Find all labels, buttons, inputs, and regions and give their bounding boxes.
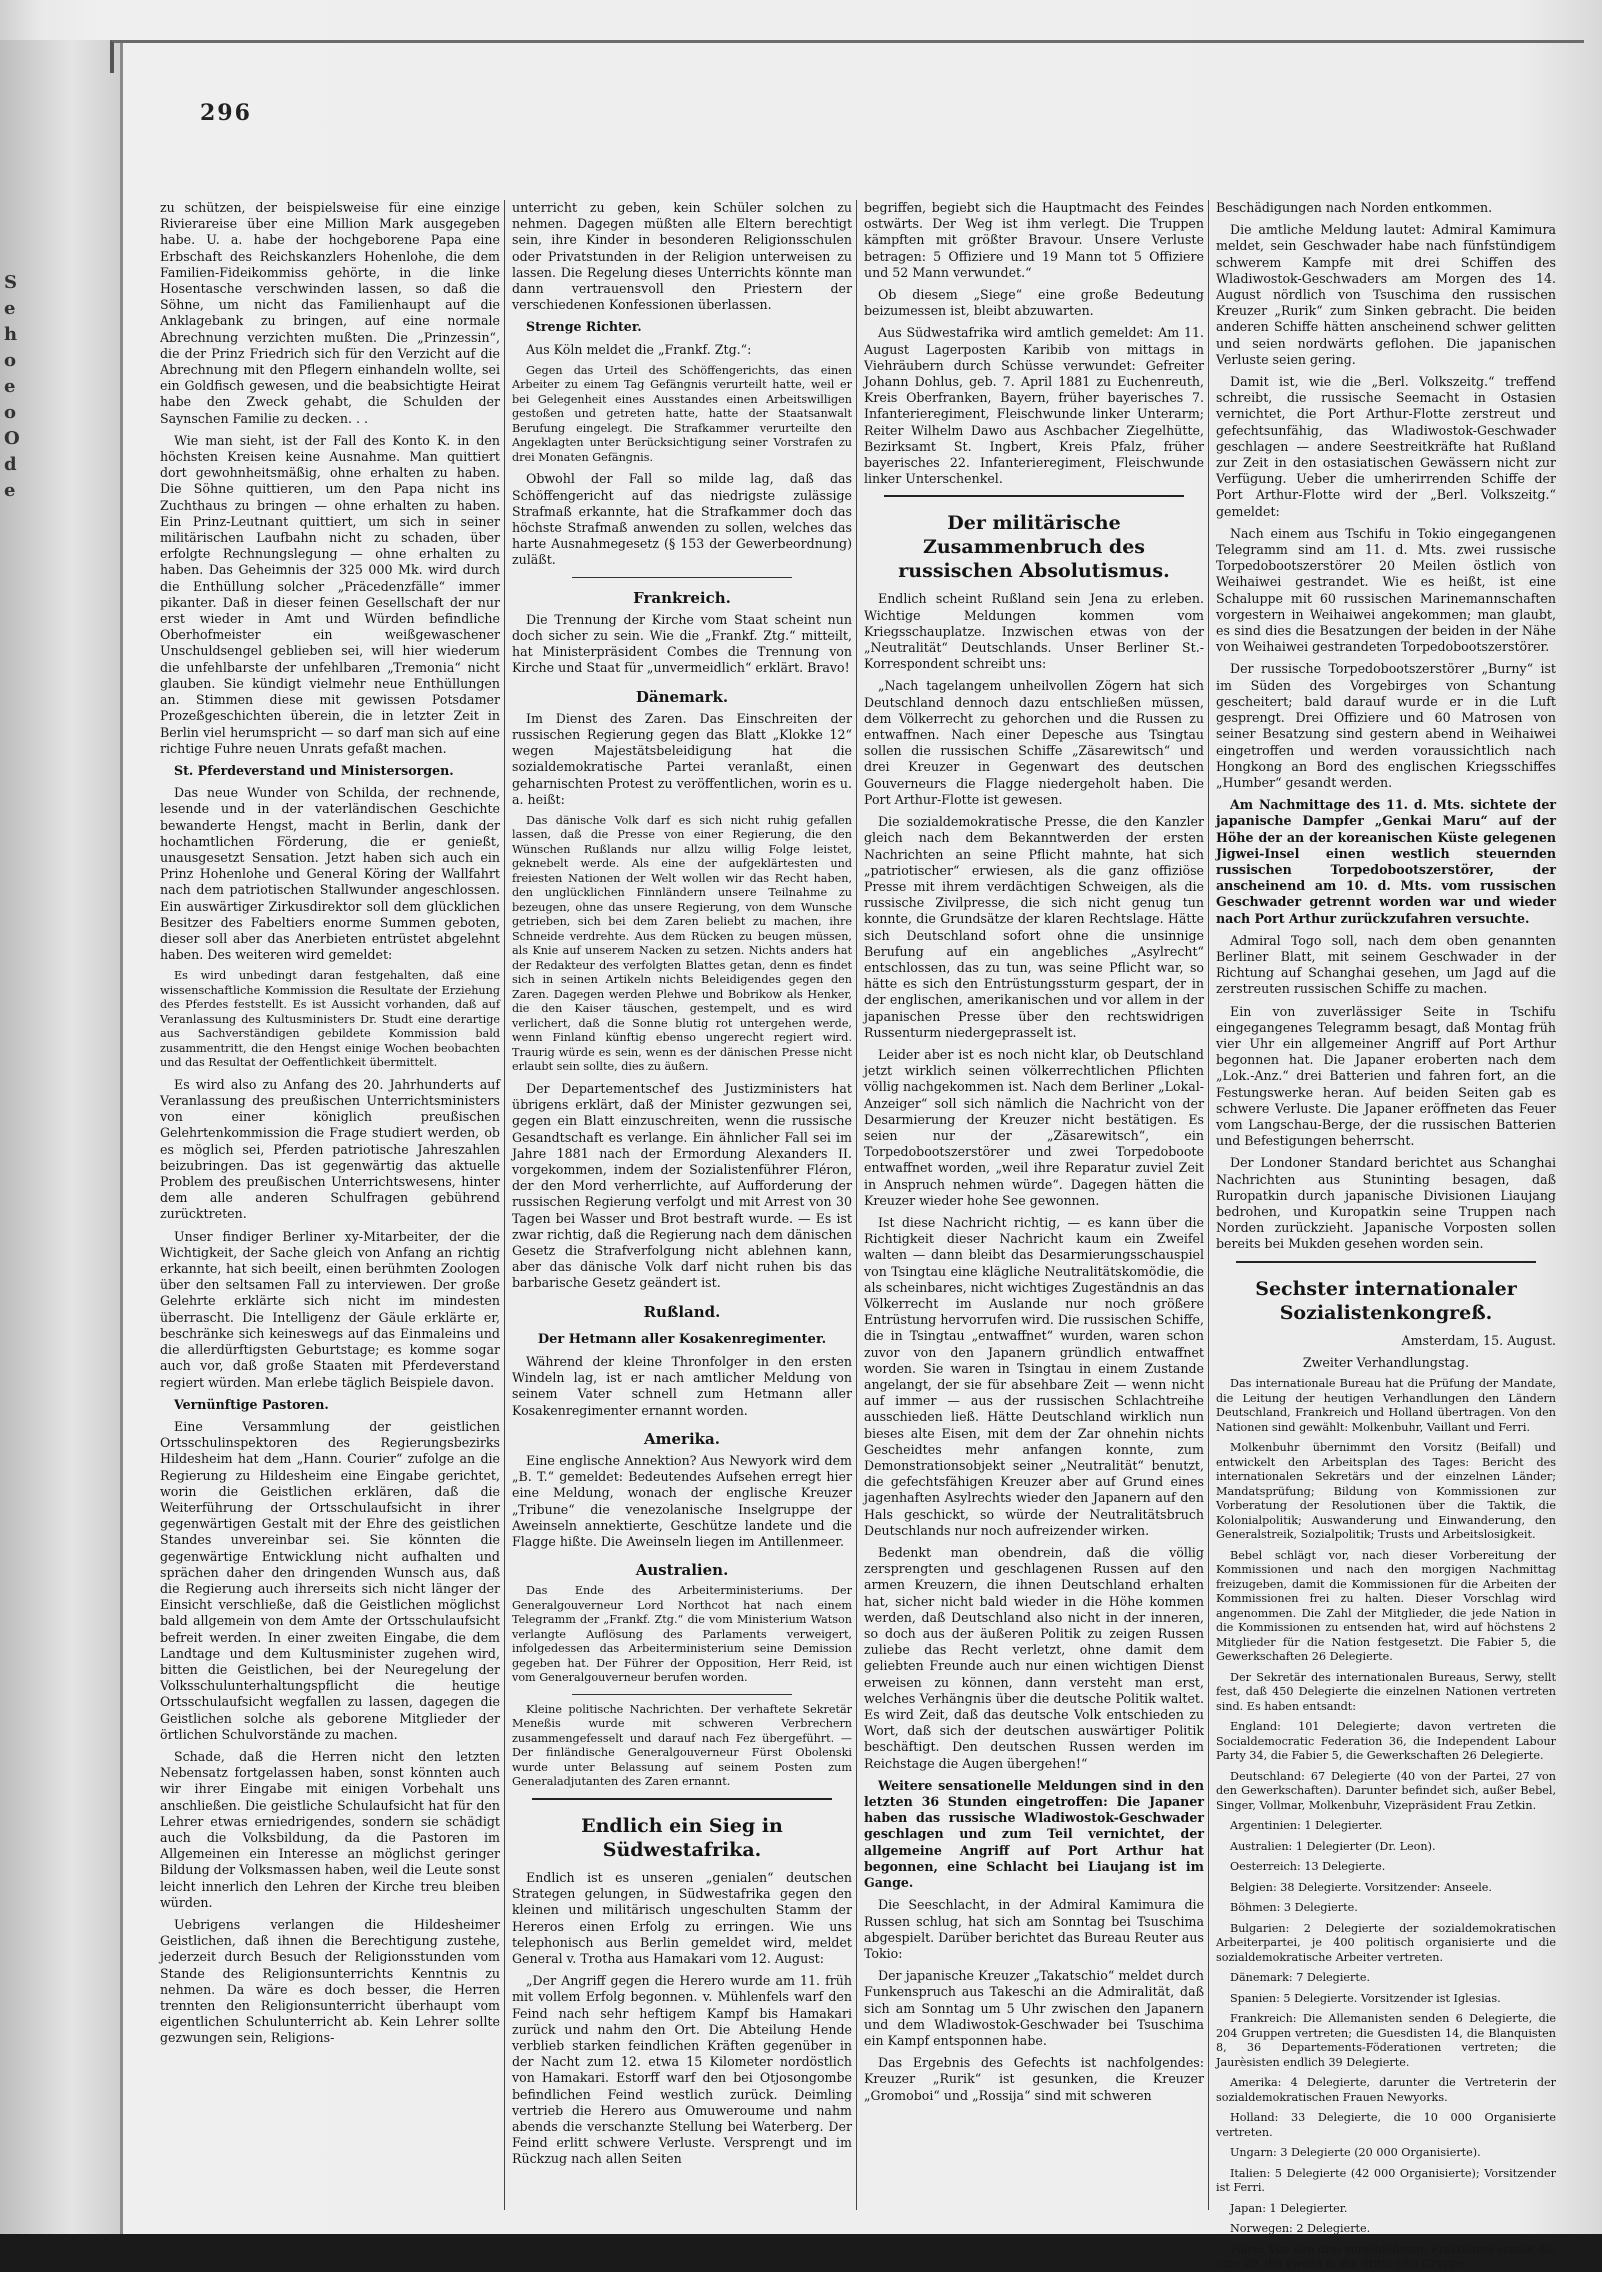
article-headline: Der militärische Zusammenbruch des russischen Absolutismus.	[898, 512, 1170, 583]
quoted-text: Das dänische Volk darf es sich nicht ruhig gefallen lassen, daß die Presse von einer Regierung, die den Wünschen Rußlands nur allzu willig Folge leistet, geknebelt werde. Als eine der aufgeklärtesten und freiesten Nationen der Welt wollen wir das Recht haben, den unglücklichen Finnländern unsere Teilnahme zu bezeugen, ohne das unsere Regierung, von dem Wunsche getrieben, sich bei dem Zaren beliebt zu machen, ihre Schneide verdrehte. Aus dem Rücken zu beugen müssen, als Knie auf unserem Nacken zu setzen. Nichts anders hat der Redakteur des verfolgten Blattes getan, denn es findet sich in seinen Artikeln nichts Beleidigendes gegen den Zaren. Dagegen werden Plehwe und Bobrikow als Henker, die den Kaiser täuschen, gestempelt, und es wird verlichert, daß die Sonne blutig rot untergehen werde, wenn Finland künftig ebenso ungerecht regiert wird. Traurig würde es sein, wenn es der dänischen Presse nicht erlaubt sein sollte, dies zu äußern.	[512, 813, 852, 1074]
binding-edge	[0, 40, 123, 2234]
delegation-entry: Holland: 33 Delegierte, die 10 000 Organisierte vertreten.	[1216, 2111, 1556, 2139]
delegation-entry: Australien: 1 Delegierter (Dr. Leon).	[1230, 1839, 1436, 1853]
article-text: Der Londoner Standard berichtet aus Schanghai Nachrichten aus Stuninting besagen, daß Ruropatkin durch japanische Divisionen Liaujang bedrohen, und Kuropatkin seine Truppen nach Norden zurückzieht. Japanische Vorposten sollen bereits bei Mukden gesehen worden sein.	[1216, 1155, 1556, 1252]
article-text: Die Seeschlacht, in der Admiral Kamimura die Russen schlug, hat sich am Sonntag bei Tsuschima abgespielt. Darüber berichtet das Bureau Reuter aus Tokio:	[864, 1897, 1204, 1961]
article-text: Die Trennung der Kirche vom Staat scheint nun doch sicher zu sein. Wie die „Frankf. Ztg.“ mitteilt, hat Ministerpräsident Combes die Trennung von Kirche und Staat für „unvermeidlich“ erklärt. Bravo!	[512, 611, 852, 676]
section-heading: Frankreich.	[633, 588, 731, 607]
quoted-text: Gegen das Urteil des Schöffengerichts, das einen Arbeiter zu einem Tag Gefängnis verurteilt hatte, weil er bei Gelegenheit eines Ausstandes einen Arbeitswilligen gestoßen und getreten hatte, hatte der Staatsanwalt Berufung eingelegt. Die Strafkammer verurteilte den Angeklagten unter Berücksichtigung seiner Vorstrafen zu drei Monaten Gefängnis.	[512, 363, 852, 464]
article-divider	[884, 495, 1184, 497]
page-number-stamp: 296	[200, 100, 252, 126]
delegation-entry: Dänemark: 7 Delegierte.	[1230, 1971, 1371, 1984]
column-rule	[504, 200, 505, 2210]
article-text: Admiral Togo soll, nach dem oben genannten Berliner Blatt, mit seinem Geschwader in der Richtung auf Schanghai gesehen, um Jagd auf die zerstreuten russischen Schiffe zu machen.	[1216, 932, 1556, 997]
article-text: Molkenbuhr übernimmt den Vorsitz (Beifall) und entwickelt den Arbeitsplan des Tages: Bericht des internationalen Sekretärs und der einzelnen Länder; Mandatsprüfung; Bildung von Kommissionen zur Vorberatung der Resolutionen über die Taktik, die Kolonialpolitik; Auswanderung und Einwanderung, den Generalstreik, Sozialpolitik; Trusts und Arbeitslosigkeit.	[1216, 1441, 1556, 1541]
column-rule	[856, 200, 857, 2210]
article-text: Aus Südwestafrika wird amtlich gemeldet: Am 11. August Lagerposten Karibib von mittags in Viehräubern durch Schüsse verwundet: Gefreiter Johann Dohlus, geb. 7. April 1881 zu Euchenreuth, Kreis Oberfranken, Bayern, früher bayerisches 7. Infanterieregiment, Fleischwunde linker Unterarm; Reiter Wilhelm Dawo aus Aschbacher Ziegelhütte, Bezirksamt St. Ingbert, Kreis Pfalz, früher bayerisches 22. Infanterieregiment, Fleischwunde linker Unterschenkel.	[864, 325, 1204, 487]
article-text: zu schützen, der beispielsweise für eine einzige Rivierareise über eine Million Mark ausgegeben habe. U. a. habe der hochgeborene Papa eine Erbschaft des Reichskanzlers Hohenlohe, die dem Familien-Fideikommiss gehörte, in die linke Hosentasche verschwinden lassen, so daß die Söhne, um nicht das Familienhaupt auf die Anklagebank zu bringen, auf eine normale Abrechnung verzichten mußten. Die „Prinzessin“, die der Prinz Friedrich sich für den Verzicht auf die Abrechnung mit den Pflegern einhandeln wollte, sei ein Goldfisch gewesen, und die beabsichtigte Heirat habe den Zweck gehabt, die Schulden der Saynschen Familie zu decken. . .	[160, 200, 500, 426]
article-text: Das Ergebnis des Gefechts ist nachfolgendes: Kreuzer „Rurik“ ist gesunken, die Kreuzer „Gromoboi“ und „Rossija“ sind mit schweren	[864, 2055, 1204, 2103]
article-text: Endlich scheint Rußland sein Jena zu erleben. Wichtige Meldungen kommen vom Kriegsschauplatze. Inzwischen etwas von der „Neutralität“ Deutschlands. Unser Berliner St.-Korrespondent schreibt uns:	[864, 591, 1204, 672]
delegation-entry: Norwegen: 2 Delegierte.	[1230, 2222, 1371, 2235]
section-heading: Rußland.	[643, 1302, 721, 1321]
article-text: Am Nachmittage des 11. d. Mts. sichtete der japanische Dampfer „Genkai Maru“ auf der Höhe der an der koreanischen Küste gelegenen Jigwei-Insel einen westlich steuernden russischen Torpedobootszerstörer, der anscheinend am 10. d. Mts. vom russischen Geschwader getrennt worden war und wieder nach Port Arthur zurückzufahren versuchte.	[1216, 797, 1556, 926]
article-text: Die sozialdemokratische Presse, die den Kanzler gleich nach dem Bekanntwerden der ersten Nachrichten an seine Pflicht mahnte, hat sich „patriotischer“ erwiesen, als die ganz offiziöse Presse mit ihrem verdächtigen Schweigen, als die russische Zivilpresse, die sich nicht genug tun konnte, die Grundsätze der klaren Rechtslage. Hätte sich Deutschland sofort ohne die unsinnige Berufung auf ein angebliches „Asylrecht“ entschlossen, das zu tun, was seine Pflicht war, so hätte es sich den Entrüstungssturm gespart, der in der englischen, amerikanischen und vor allem in der japanischen Presse über den rechtswidrigen Russenturm niedergeprasselt ist.	[864, 814, 1204, 1040]
column-1	[160, 200, 500, 2220]
article-text: Uebrigens verlangen die Hildesheimer Geistlichen, daß ihnen die Berechtigung zustehe, jederzeit durch Besuch der Religionsstunden vom Stande des Religionsunterrichts Kenntnis zu nehmen. Da wäre es doch besser, die Herren trennten den Religionsunterricht überhaupt vom eigentlichen Schulunterricht ab. Kein Lehrer sollte gezwungen sein, Religions-	[160, 1917, 500, 2046]
delegation-entry: Polen: Von den drei verschiedenen Fraktionen sendet die eine 20, die zweite 6, die dritte (die Gruppe	[1216, 2242, 1556, 2270]
delegation-entry: Böhmen: 3 Delegierte.	[1230, 1901, 1358, 1914]
article-text: Ist diese Nachricht richtig, — es kann über die Richtigkeit dieser Nachricht kaum ein Zweifel walten — dann bleibt das Desarmierungsschauspiel von Tsingtau eine klägliche Neutralitätskomödie, die als scheinbares, nicht wichtiges Zugeständnis an das Völkerrecht im Auslande nur noch größere Entrüstung hervorrufen wird. Die russischen Schiffe, die in Tsingtau „entwaffnet“ wurden, waren schon zuvor von den Japanern gründlich entwaffnet worden. Sie waren in Tsingtau in einem Zustande angelangt, der sie für absehbare Zeit — wenn nicht auf immer — aus der russischen Schlachtreihe ausschieden ließ. Hätte Deutschland wirklich nun bieses alte Eisen, mit dem der Zar ohnehin nichts Gescheidtes mehr anfangen konnte, zum Demonstrationsobjekt seiner „Neutralität“ benutzt, die gefechtsfähigen Kreuzer aber auf Grund eines jagenhaften Asylrechts wieder den Japanern auf den Hals geschickt, so würde der Neutralitätsbruch Deutschlands nur noch aufreizender wirken.	[864, 1214, 1204, 1538]
article-text: unterricht zu geben, kein Schüler solchen zu nehmen. Dagegen müßten alle Eltern berechtigt sein, ihre Kinder in besonderen Religionsschulen oder Privatstunden in der Religion unterweisen zu lassen. Die Regelung dieses Unterrichts könnte man dann vertrauensvoll den Priestern der verschiedenen Konfessionen überlassen.	[512, 200, 852, 313]
delegation-entry: Italien: 5 Delegierte (42 000 Organisierte); Vorsitzender ist Ferri.	[1216, 2166, 1556, 2194]
delegation-entry: Ungarn: 3 Delegierte (20 000 Organisierte).	[1230, 2146, 1481, 2159]
article-text: Ein von zuverlässiger Seite in Tschifu eingegangenes Telegramm besagt, daß Montag früh vier Uhr ein allgemeiner Angriff auf Port Arthur begonnen hat. Die Japaner eroberten nach dem „Lok.-Anz.“ drei Batterien und fahren fort, an die Festungswerke heran. Auf beiden Seiten gab es schwere Verluste. Die Japaner eröffneten das Feuer vom Langschau-Berge, der die russischen Batterien und Befestigungen beherrscht.	[1216, 1003, 1556, 1149]
article-heading: Strenge Richter.	[526, 319, 642, 335]
delegation-entry: Japan: 1 Delegierter.	[1230, 2201, 1348, 2215]
article-text: Damit ist, wie die „Berl. Volkszeitg.“ treffend schreibt, die russische Seemacht in Ostasien vernichtet, die Port Arthur-Flotte zerstreut und gefechtsunfähig, das Wladiwostok-Geschwader geschlagen — andere Seestreitkräfte hat Rußland zur Zeit in den ostasiatischen Gewässern nicht zur Verfügung. Ueber die umherirrenden Schiffe der Port Arthur-Flotte wird der „Berl. Volkszeitg.“ gemeldet:	[1216, 374, 1556, 519]
article-text: Das neue Wunder von Schilda, der rechnende, lesende und in der vaterländischen Geschichte bewanderte Hengst, macht in Berlin, dank der hochamtlichen Förderung, die er genießt, unausgesetzt Sensation. Jetzt haben sich auch ein Prinz Hohenlohe und General Köring der Wallfahrt nach dem patriotischen Stallwunder angeschlossen. Ein auswärtiger Zirkusdirektor soll dem glücklichen Besitzer des Fabeltiers enorme Summen geboten, dieser soll aber das Anerbieten entrüstet abgelehnt haben. Des weiteren wird gemeldet:	[160, 785, 500, 963]
delegation-entry: Bulgarien: 2 Delegierte der sozialdemokratischen Arbeiterpartei, je 400 politisch organisierte und die sozialdemokratische Arbeiter vertreten.	[1216, 1921, 1556, 1964]
quoted-text: Es wird unbedingt daran festgehalten, daß eine wissenschaftliche Kommission die Resultate der Erziehung des Pferdes feststellt. Es ist Aussicht vorhanden, daß auf Veranlassung des Kultusministers Dr. Studt eine derartige aus Sachverständigen gebildete Kommission bald zusammentritt, die den Hengst einige Wochen beobachten und das Resultat der Oeffentlichkeit übermittelt.	[160, 969, 500, 1070]
article-text: Eine englische Annektion? Aus Newyork wird dem „B. T.“ gemeldet: Bedeutendes Aufsehen erregt hier eine Meldung, wonach der englische Kreuzer „Tribune“ die venezolanische Inselgruppe der Aweinseln annektierte, Geschütze landete und die Flagge hißte. Die Aweinseln liegen im Antillenmeer.	[512, 1453, 852, 1550]
congress-report	[1216, 1377, 1556, 2272]
article-text: Weitere sensationelle Meldungen sind in den letzten 36 Stunden eingetroffen: Die Japaner haben das russische Wladiwostok-Geschwader geschlagen und zum Teil vernichtet, der allgemeine Angriff auf Port Arthur hat begonnen, eine Schlacht bei Liaujang ist im Gange.	[864, 1777, 1204, 1891]
article-text: Aus Köln meldet die „Frankf. Ztg.“:	[526, 341, 752, 357]
article-text: Obwohl der Fall so milde lag, daß das Schöffengericht auf das niedrigste zulässige Strafmaß erkannte, hat die Strafkammer doch das höchste Strafmaß anwenden zu sollen, welches das harte Ausnahmegesetz (§ 153 der Gewerbeordnung) zuläßt.	[512, 471, 852, 568]
column-3	[864, 200, 1204, 2220]
article-text: Während der kleine Thronfolger in den ersten Windeln lag, ist er nach amtlicher Meldung von seinem Vater schnell zum Hetmann aller Kosakenregimenter ernannt worden.	[512, 1354, 852, 1418]
article-text: Der Sekretär des internationalen Bureaus, Serwy, stellt fest, daß 450 Delegierte die einzelnen Nationen vertreten sind. Es haben entsandt:	[1216, 1670, 1556, 1713]
article-text: Das internationale Bureau hat die Prüfung der Mandate, die Leitung der heutigen Verhandlungen den Ländern Deutschland, Frankreich und Holland übertragen. Von den Nationen sind gewählt: Molkenbuhr, Vaillant und Ferri.	[1216, 1377, 1556, 1434]
delegation-entry: Argentinien: 1 Delegierter.	[1230, 1819, 1383, 1832]
article-heading: Vernünftige Pastoren.	[174, 1396, 329, 1412]
section-heading: Australien.	[635, 1561, 729, 1580]
section-heading: Dänemark.	[635, 687, 729, 706]
article-text: Wie man sieht, ist der Fall des Konto K. in den höchsten Kreisen keine Ausnahme. Man quittiert dort gewohnheitsmäßig, ohne erhalten zu haben. Die Söhne quittieren, um den Papa nicht ins Zuchthaus zu bringen — ohne erhalten zu haben. Ein Prinz-Leutnant quittiert, um sich in seiner militärischen Laufbahn nicht zu schaden, über erfolgte Rechnungslegung — ohne erhalten zu haben. Das Geheimnis der 325 000 Mk. wird durch die Enthüllung solcher „Präcedenzfälle“ immer pikanter. Daß in dieser feinen Gesellschaft der nur erst wieder in Amt und Würden befindliche Oberhofmeister ein weißgewaschener Unschuldsengel geblieben sei, will hier wiederum die unfehlbarste der unfehlbaren „Tremonia“ nicht glauben. Sie kündigt vielmehr neue Enthüllungen an. Stimmen diese mit gewissen Potsdamer Prozeßgeschichten überein, die in letzter Zeit in Berlin viel herumspricht — so darf man sich auf eine richtige Fuhre neuen Unrats gefaßt machen.	[160, 432, 500, 756]
section-divider	[572, 577, 792, 578]
delegation-entry: Deutschland: 67 Delegierte (40 von der Partei, 27 von den Gewerkschaften). Darunter befindet sich, außer Bebel, Singer, Vollmar, Molkenbuhr, Vizepräsident Frau Zetkin.	[1216, 1769, 1556, 1812]
delegation-entry: Frankreich: Die Allemanisten senden 6 Delegierte, die 204 Gruppen vertreten; die Guesdisten 14, die Blanquisten 8, 36 Departements-Föderationen vertreten; die Jaurèsisten endlich 39 Delegierte.	[1216, 2012, 1556, 2069]
section-heading: Amerika.	[644, 1429, 720, 1448]
article-text: Endlich ist es unseren „genialen“ deutschen Strategen gelungen, in Südwestafrika gegen den kleinen und militärisch ungeschulten Stamm der Hereros einen Erfolg zu erringen. Wie uns telephonisch aus Berlin gemeldet wird, meldet General v. Trotha aus Hamakari vom 12. August:	[512, 1869, 852, 1966]
column-4	[1216, 200, 1556, 2270]
article-heading: St. Pferdeverstand und Ministersorgen.	[174, 762, 454, 778]
article-text: begriffen, begiebt sich die Hauptmacht des Feindes ostwärts. Der Weg ist ihm verlegt. Die Truppen kämpften mit größter Bravour. Unsere Verluste betragen: 5 Offiziere und 19 Mann tot 5 Offiziere und 52 Mann verwundet.“	[864, 200, 1204, 280]
article-text: Unser findiger Berliner xy-Mitarbeiter, der die Wichtigkeit, der Sache gleich von Anfang an richtig erkannte, hat sich beeilt, einen berühmten Zoologen über den seltsamen Fall zu interviewen. Der große Gelehrte erklärte sich nicht im mindesten überrascht. Die Intelligenz der Gäule erklärte er, beschränke sich keineswegs auf das Einmaleins und die allerdürftigsten Geburtstage; es komme sogar auch vor, daß große Staaten mit Pferdeverstand regiert würden. Man erlebe täglich Beispiele davon.	[160, 1228, 500, 1390]
article-text: „Der Angriff gegen die Herero wurde am 11. früh mit vollem Erfolg begonnen. v. Mühlenfels warf den Feind nach sehr heftigem Kampf bis Hamakari zurück und nahm den Ort. Die Abteilung Hende verblieb starken feindlichen Kräften gegenüber in der Nacht zum 12. etwa 15 Kilometer nordöstlich von Hamakari. Estorff warf den bei Otjosongombe befindlichen Feind westlich zurück. Deimling vertrieb die Herero aus Omuweroume und nahm abends die verschanzte Stellung bei Waterberg. Der Feind erlitt schwere Verluste. Versprengt und im Rückzug nach allen Seiten	[512, 1973, 852, 2167]
adjacent-page-fragment: S e h o e o O d e	[4, 272, 20, 501]
article-text: Der japanische Kreuzer „Takatschio“ meldet durch Funkenspruch aus Takeschi an die Admiralität, daß sich am Sonntag um 5 Uhr zwischen den Japanern und dem Wladiwostok-Geschwader bei Tsuschima ein Kampf entsponnen habe.	[864, 1968, 1204, 2048]
article-text: Schade, daß die Herren nicht den letzten Nebensatz fortgelassen haben, sonst könnten auch wir ihrer Eingabe mit einigen Vorbehalt uns anschließen. Die geistliche Schulaufsicht hat für den Lehrer etwas erniedrigendes, sondern sie schädigt auch die Volksbildung, da die Pastoren im Allgemeinen ein Interesse an möglichst geringer Bildung der Volksmassen haben, weil die Leute sonst leicht innerlich den Lehren der Kirche treu bleiben würden.	[160, 1748, 500, 1910]
dateline: Amsterdam, 15. August.	[1401, 1332, 1556, 1348]
article-text: Es wird also zu Anfang des 20. Jahrhunderts auf Veranlassung des preußischen Unterrichtsministers von einer königlich preußischen Gelehrtenkommission die Frage studiert werden, ob es möglich sei, Pferden patriotische Jahreszahlen beizubringen. Das ist gegenwärtig das aktuelle Problem des preußischen Unterrichtswesens, hinter dem alle anderen Schulfragen gebührend zurücktreten.	[160, 1076, 500, 1222]
delegation-entry: England: 101 Delegierte; davon vertreten die Socialdemocratic Federation 36, die Independent Labour Party 34, die Fabier 5, die Gewerkschaften 26 Delegierte.	[1216, 1720, 1556, 1762]
article-text: Ob diesem „Siege“ eine große Bedeutung beizumessen ist, bleibt abzuwarten.	[864, 287, 1204, 319]
column-rule	[1208, 200, 1209, 2210]
article-text: Eine Versammlung der geistlichen Ortsschulinspektoren des Regierungsbezirks Hildesheim hat dem „Hann. Courier“ zufolge an die Regierung zu Hildesheim eine Eingabe gerichtet, worin die Geistlichen erklären, daß die Weiterführung der Ortsschulaufsicht in ihrer gegenwärtigen Gestalt mit der Ehre des geistlichen Standes unvereinbar sei. Sie könnten die gegenwärtige Entwicklung nicht aufhalten und sprächen daher den dringenden Wunsch aus, daß die Regierung auch ihrerseits sich nicht länger der Einsicht verschließe, daß die Geistlichen möglichst bald allgemein von dem Amte der Ortsschulaufsicht befreit werden. In einer zweiten Eingabe, die dem Landtage und dem Kultusminister zugehen wird, bitten die Geistlichen, bei der Neuregelung der Volksschulunterhaltungspflicht die heutige Ortsschulaufsicht wegfallen zu lassen, dagegen die Geistlichen solche als geborene Mitglieder der örtlichen Schulvorstände zu machen.	[160, 1418, 500, 1742]
section-divider	[572, 1694, 792, 1695]
delegation-entry: Spanien: 5 Delegierte. Vorsitzender ist Iglesias.	[1230, 1991, 1501, 2005]
article-headline: Sechster internationaler Sozialistenkongreß.	[1255, 1277, 1517, 1324]
newspaper-page	[160, 60, 1560, 2270]
article-text: Bebel schlägt vor, nach dieser Vorbereitung der Kommissionen und nach den morgigen Nachmittag freizugeben, damit die Kommissionen für die Arbeiten der Kommissionen frei zu halten. Dieser Vorschlag wird angenommen. Die Zahl der Mitglieder, die jede Nation in die Kommissionen zu entsenden hat, wird auf höchstens 2 Mitglieder für die Nation festgesetzt. Die Fabier 5, die Gewerkschaften 26 Delegierte.	[1216, 1548, 1556, 1663]
delegation-entry: Belgien: 38 Delegierte. Vorsitzender: Anseele.	[1230, 1880, 1492, 1894]
article-divider	[1236, 1261, 1536, 1263]
article-heading: Der Hetmann aller Kosakenregimenter.	[537, 1331, 827, 1347]
article-text: „Nach tagelangem unheilvollen Zögern hat sich Deutschland dennoch dazu entschließen müssen, dem Völkerrecht zu gehorchen und die Russen zu entwaffnen. Nach einer Depesche aus Tsingtau sollen die russischen Schiffe „Zäsarewitsch“ und drei Kreuzer in Gegenwart des deutschen Gouverneurs die Flagge niedergeholt haben. Die Port Arthur-Flotte ist gewesen.	[864, 678, 1204, 807]
article-text: Beschädigungen nach Norden entkommen.	[1216, 200, 1493, 215]
article-text: Der russische Torpedobootszerstörer „Burny“ ist im Süden des Vorgebirges von Schantung gescheitert; bald darauf wurde er in die Luft gesprengt. Drei Offiziere und 60 Matrosen von seiner Besatzung sind gestern abend in Weihaiwei eingetroffen und werden voraussichtlich nach Hongkong an Bord des englischen Kriegsschiffes „Humber“ gesandt werden.	[1216, 661, 1556, 790]
delegation-entry: Amerika: 4 Delegierte, darunter die Vertreterin der sozialdemokratischen Frauen Newyorks.	[1216, 2076, 1556, 2104]
article-text: Der Departementschef des Justizministers hat übrigens erklärt, daß der Minister gezwungen sei, gegen ein Blatt einzuschreiten, wenn die russische Gesandtschaft es verlange. Ein ähnlicher Fall sei im Jahre 1881 nach der Ermordung Alexanders II. vorgekommen, indem der Sozialistenführer Fléron, der den Mord verherrlichte, auf Aufforderung der russischen Regierung verfolgt und mit Arrest von 30 Tagen bei Wasser und Brot bestraft wurde. — Es ist zwar richtig, daß die Regierung nach dem dänischen Gesetz die Strafverfolgung nicht ablehnen kann, aber das dänische Volk darf nicht ruhen bis das barbarische Gesetz geändert ist.	[512, 1080, 852, 1291]
delegation-entry: Oesterreich: 13 Delegierte.	[1230, 1860, 1386, 1873]
article-headline: Endlich ein Sieg in Südwestafrika.	[581, 1814, 783, 1861]
article-text: Im Dienst des Zaren. Das Einschreiten der russischen Regierung gegen das Blatt „Klokke 12“ wegen Majestätsbeleidigung hat die sozialdemokratische Partei veranlaßt, einen geharnischten Protest zu veröffentlichen, worin es u. a. heißt:	[512, 710, 852, 807]
article-text: Das Ende des Arbeiterministeriums. Der Generalgouverneur Lord Northcot hat nach einem Telegramm der „Frankf. Ztg.“ die vom Ministerium Watson verlangte Auflösung des Parlaments verweigert, infolgedessen das Arbeiterministerium seine Demission gegeben hat. Der Führer der Opposition, Herr Reid, ist vom Generalgouverneur berufen worden.	[512, 1584, 852, 1685]
article-text: Nach einem aus Tschifu in Tokio eingegangenen Telegramm sind am 11. d. Mts. zwei russische Torpedobootszerstörer 20 Meilen östlich von Weihaiwei gestrandet. Wie es heißt, ist eine Schaluppe mit 60 russischen Marinemannschaften vorgestern in Weihaiwei angekommen; man glaubt, es sind dies die Besatzungen der beiden in der Nähe von Weihaiwei gestrandeten Torpedobootszerstörer.	[1216, 525, 1556, 655]
column-2	[512, 200, 852, 2220]
article-text: Kleine politische Nachrichten. Der verhaftete Sekretär Meneßis wurde mit schweren Verbrechern zusammengefesselt und darauf nach Fez übergeführt. — Der finländische Generalgouverneur Fürst Obolenski wurde unter Belassung auf seinem Posten zum Generaladjutanten des Zaren ernannt.	[512, 1702, 852, 1789]
article-text: Die amtliche Meldung lautet: Admiral Kamimura meldet, sein Geschwader habe nach fünfstündigem schwerem Kampfe mit drei Schiffen des Wladiwostok-Geschwaders am Morgen des 14. August nördlich von Tsuschima den russischen Kreuzer „Rurik“ zum Sinken gebracht. Die beiden anderen Schiffe hätten anscheinend schwer gelitten und seien nordwärts geflohen. Die japanischen Verluste seien gering.	[1216, 222, 1556, 367]
article-text: Bedenkt man obendrein, daß die völlig zersprengten und geschlagenen Russen auf den armen Kreuzern, die ihnen Deutschland erhalten hat, sicher nicht bald wieder in die Höhe kommen werden, daß Deutschland also nicht in der inneren, so doch aus der äußeren Politik zu zeigen Russen zuliebe das Recht verletzt, ohne damit dem geliebten Freunde auch nur einen wichtigen Dienst erweisen zu können, dann versteht man erst, welches Verhängnis über die deutsche Politik waltet. Es wird Zeit, daß das deutsche Volk entschieden zu Wort, daß sich der deutschen auswärtiger Politik beschäftigt. Den deutschen Russen werden im Reichstage die Augen übergehen!“	[864, 1545, 1204, 1771]
article-divider	[532, 1798, 832, 1800]
article-text: Leider aber ist es noch nicht klar, ob Deutschland jetzt wirklich seinen völkerrechtlichen Pflichten völlig nachgekommen ist. Nach dem Berliner „Lokal-Anzeiger“ soll sich nämlich die Nachricht von der Desarmierung der Kreuzer nicht bestätigen. Es seien nur der „Zäsarewitsch“, ein Torpedobootszerstörer und zwei Torpedoboote entwaffnet worden, „weil ihre Reparatur zuviel Zeit in Anspruch nehmen würde“. Dagegen hätten die Kreuzer wieder hohe See gewonnen.	[864, 1046, 1204, 1208]
sub-heading: Zweiter Verhandlungstag.	[1302, 1354, 1470, 1370]
